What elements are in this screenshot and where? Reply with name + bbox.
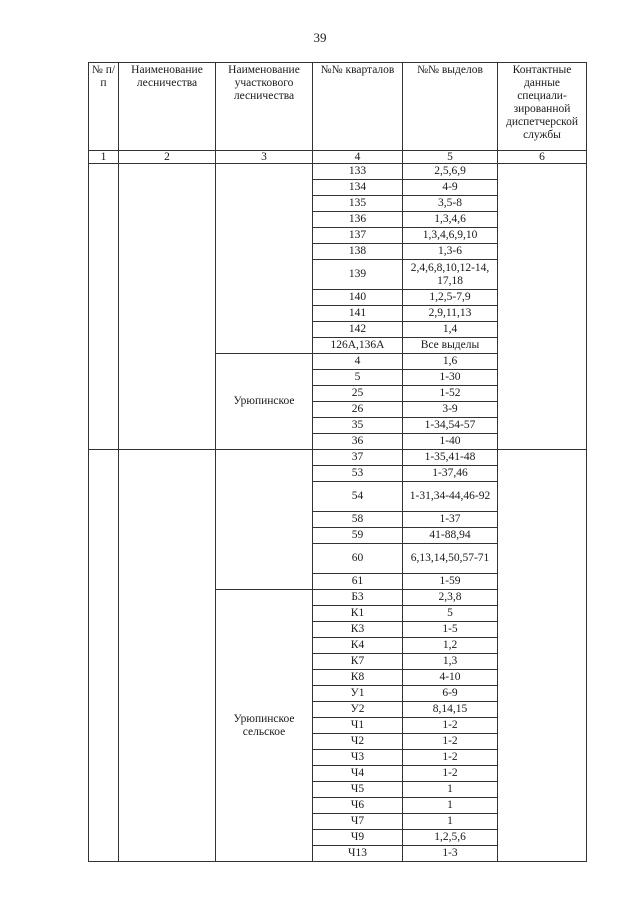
allotment-cell: 1,4 [403, 322, 498, 338]
column-number: 2 [119, 151, 216, 164]
quarter-cell: 140 [313, 290, 403, 306]
quarter-cell: У1 [313, 686, 403, 702]
allotment-cell: 1 [403, 798, 498, 814]
allotment-cell: 6-9 [403, 686, 498, 702]
column-number: 4 [313, 151, 403, 164]
quarter-cell: Ч2 [313, 734, 403, 750]
quarter-cell: 61 [313, 574, 403, 590]
header-number: № п/п [89, 63, 119, 151]
quarter-cell: К4 [313, 638, 403, 654]
quarter-cell: 136 [313, 212, 403, 228]
quarter-cell: Ч5 [313, 782, 403, 798]
allotment-cell: 1,2,5,6 [403, 830, 498, 846]
allotment-cell: 1,2 [403, 638, 498, 654]
quarter-cell: Ч9 [313, 830, 403, 846]
table-row [89, 164, 587, 180]
allotment-cell: 1-2 [403, 766, 498, 782]
header-row [89, 63, 587, 151]
allotment-cell: 1-31,34-44,46-92 [403, 482, 498, 512]
allotment-cell: 1-30 [403, 370, 498, 386]
quarter-cell: Ч4 [313, 766, 403, 782]
allotment-cell: 1,6 [403, 354, 498, 370]
quarter-cell: 138 [313, 244, 403, 260]
allotment-cell: 1-37,46 [403, 466, 498, 482]
allotment-cell: 41-88,94 [403, 528, 498, 544]
column-number: 3 [216, 151, 313, 164]
quarter-cell: Ч6 [313, 798, 403, 814]
forest-quarters-table [88, 62, 587, 862]
district-forestry-cell: Урюпинское сельское [216, 590, 313, 862]
quarter-cell: 54 [313, 482, 403, 512]
allotment-cell: 1-37 [403, 512, 498, 528]
quarter-cell: 36 [313, 434, 403, 450]
allotment-cell: 1-2 [403, 750, 498, 766]
quarter-cell: Б3 [313, 590, 403, 606]
quarter-cell: 25 [313, 386, 403, 402]
allotment-cell: 2,9,11,13 [403, 306, 498, 322]
quarter-cell: 142 [313, 322, 403, 338]
quarter-cell: 133 [313, 164, 403, 180]
table-body [89, 164, 587, 862]
quarter-cell: 59 [313, 528, 403, 544]
allotment-cell: 1,3,4,6,9,10 [403, 228, 498, 244]
header-quarters: №№ кварталов [313, 63, 403, 151]
quarter-cell: 60 [313, 544, 403, 574]
allotment-cell: 2,5,6,9 [403, 164, 498, 180]
allotment-cell: 6,13,14,50,57-71 [403, 544, 498, 574]
column-number: 6 [498, 151, 587, 164]
allotment-cell: Все выделы [403, 338, 498, 354]
quarter-cell: К7 [313, 654, 403, 670]
allotment-cell: 1,3,4,6 [403, 212, 498, 228]
district-forestry-cell [216, 450, 313, 590]
allotment-cell: 1-2 [403, 734, 498, 750]
header-allotments: №№ выделов [403, 63, 498, 151]
allotment-cell: 2,3,8 [403, 590, 498, 606]
allotment-cell: 4-9 [403, 180, 498, 196]
quarter-cell: 139 [313, 260, 403, 290]
header-dispatch-contacts: Контактные данные специали-зированной диспетчерской службы [498, 63, 587, 151]
forestry-cell [119, 164, 216, 450]
allotment-cell: 3,5-8 [403, 196, 498, 212]
quarter-cell: 37 [313, 450, 403, 466]
column-number-row [89, 151, 587, 164]
number-cell [89, 450, 119, 862]
allotment-cell: 1 [403, 782, 498, 798]
quarter-cell: К3 [313, 622, 403, 638]
quarter-cell: Ч7 [313, 814, 403, 830]
allotment-cell: 3-9 [403, 402, 498, 418]
allotment-cell: 1-59 [403, 574, 498, 590]
allotment-cell: 8,14,15 [403, 702, 498, 718]
quarter-cell: К8 [313, 670, 403, 686]
forestry-cell [119, 450, 216, 862]
allotment-cell: 1,3 [403, 654, 498, 670]
header-forestry: Наименование лесничества [119, 63, 216, 151]
quarter-cell: 126А,136А [313, 338, 403, 354]
allotment-cell: 1-35,41-48 [403, 450, 498, 466]
allotment-cell: 1-5 [403, 622, 498, 638]
quarter-cell: 135 [313, 196, 403, 212]
allotment-cell: 1-52 [403, 386, 498, 402]
allotment-cell: 1-3 [403, 846, 498, 862]
quarter-cell: 4 [313, 354, 403, 370]
quarter-cell: 35 [313, 418, 403, 434]
allotment-cell: 2,4,6,8,10,12-14, 17,18 [403, 260, 498, 290]
quarter-cell: 58 [313, 512, 403, 528]
allotment-cell: 1-34,54-57 [403, 418, 498, 434]
allotment-cell: 1,3-6 [403, 244, 498, 260]
page-number: 39 [313, 30, 327, 45]
district-forestry-cell: Урюпинское [216, 354, 313, 450]
number-cell [89, 164, 119, 450]
allotment-cell: 1-40 [403, 434, 498, 450]
header-district-forestry: Наименование участкового лесничества [216, 63, 313, 151]
allotment-cell: 5 [403, 606, 498, 622]
district-forestry-cell [216, 164, 313, 354]
quarter-cell: 137 [313, 228, 403, 244]
column-number: 5 [403, 151, 498, 164]
column-number: 1 [89, 151, 119, 164]
allotment-cell: 1,2,5-7,9 [403, 290, 498, 306]
allotment-cell: 1-2 [403, 718, 498, 734]
quarter-cell: К1 [313, 606, 403, 622]
allotment-cell: 1 [403, 814, 498, 830]
quarter-cell: Ч13 [313, 846, 403, 862]
quarter-cell: 26 [313, 402, 403, 418]
quarter-cell: 141 [313, 306, 403, 322]
dispatch-contacts-cell [498, 450, 587, 862]
quarter-cell: 53 [313, 466, 403, 482]
allotment-cell: 4-10 [403, 670, 498, 686]
dispatch-contacts-cell [498, 164, 587, 450]
quarter-cell: У2 [313, 702, 403, 718]
table-row [89, 450, 587, 466]
quarter-cell: Ч3 [313, 750, 403, 766]
quarter-cell: 134 [313, 180, 403, 196]
quarter-cell: 5 [313, 370, 403, 386]
quarter-cell: Ч1 [313, 718, 403, 734]
